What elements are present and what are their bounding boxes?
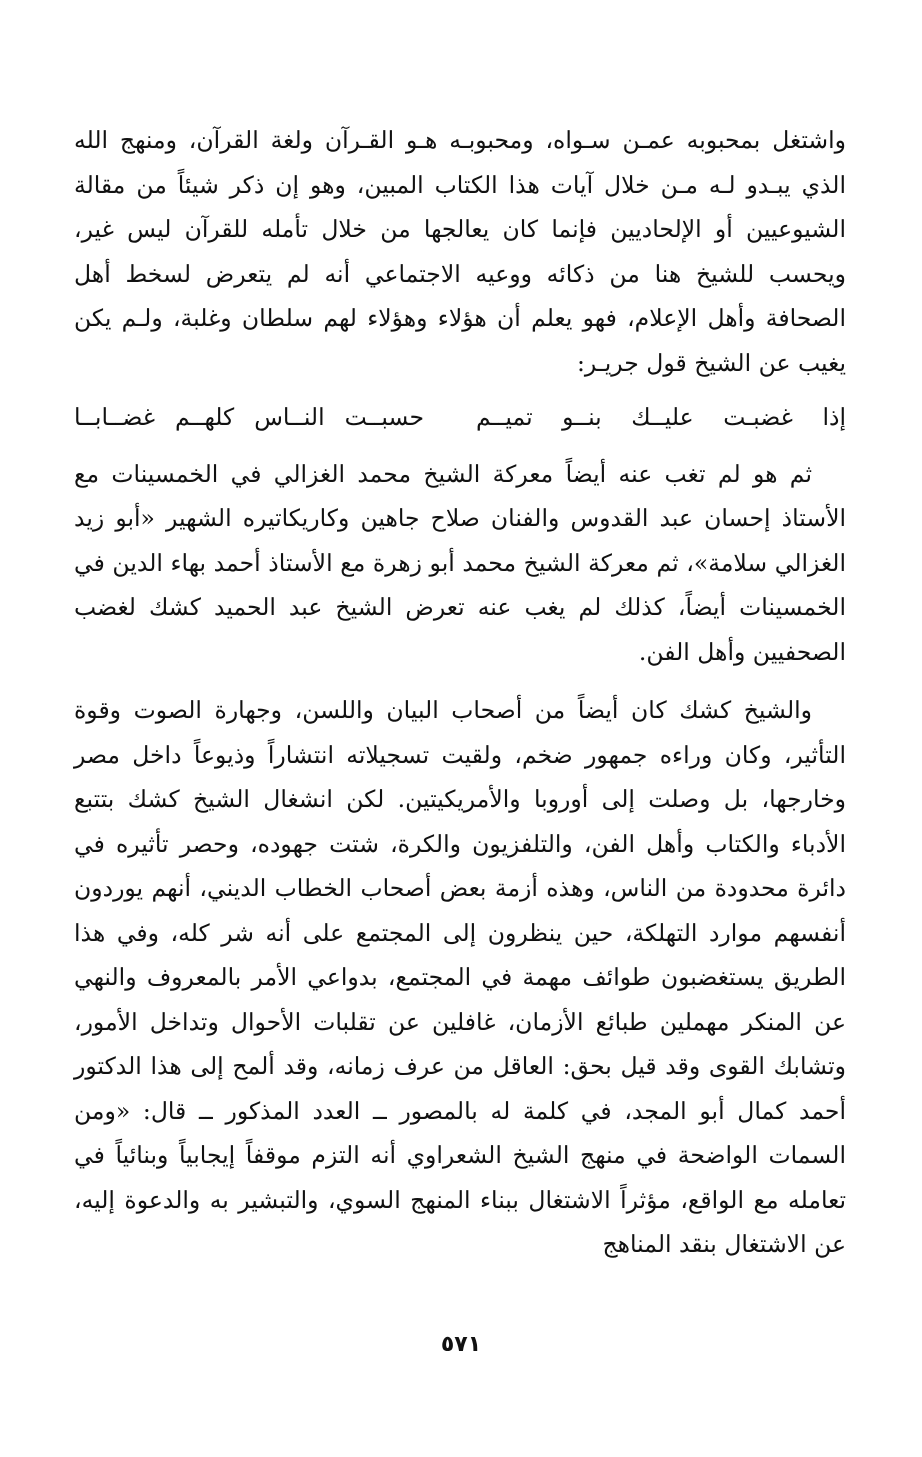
paragraph-1: واشتغل بمحبوبه عمـن سـواه، ومحبوبـه هـو القـرآن ولغة القرآن، ومنهج الله الذي يبـدو لـه مـن خلال آيات هذا الكتاب المبين، وهو إن ذكر شيئاً من مقالة الشيوعيين أو الإلحاديين فإنما كان يعالجها من خلال تأمله للقرآن ليس غير، ويحسب للشيخ هنا من ذكائه ووعيه الاجتماعي أنه لم يتعرض لسخط أهل الصحافة وأهل الإعلام، فهو يعلم أن هؤلاء وهؤلاء لهم سلطان وغلبة، ولـم يكن يغيب عن الشيخ قول جريـر: <box>74 126 846 377</box>
paragraph-spacer <box>74 674 846 688</box>
verse-second-half: حسبــت النــاس كلهــم غضــابــا <box>74 403 424 431</box>
paragraph-3: والشيخ كشك كان أيضاً من أصحاب البيان واللسن، وجهارة الصوت وقوة التأثير، وكان وراءه جمهور ضخم، ولقيت تسجيلاته انتشاراً وذيوعاً داخل مصر وخارجها، بل وصلت إلى أوروبا والأمريكيتين. لكن انشغال الشيخ كشك بتتبع الأدباء والكتاب وأهل الفن، والتلفزيون والكرة، شتت جهوده، وحصر تأثيره في دائرة محدودة من الناس، وهذه أزمة بعض أصحاب الخطاب الديني، أنهم يوردون أنفسهم موارد التهلكة، حين ينظرون إلى المجتمع على أنه شر كله، وفي هذا الطريق يستغضبون طوائف مهمة في المجتمع، بدواعي الأمر بالمعروف والنهي عن المنكر مهملين طبائع الأزمان، غافلين عن تقلبات الأحوال وتداخل الأمور، وتشابك القوى وقد قيل بحق: العاقل من عرف زمانه، وقد ألمح إلى هذا الدكتور أحمد كمال أبو المجد، في كلمة له بالمصور ــ العدد المذكور ــ قال: «ومن السمات الواضحة في منهج الشيخ الشعراوي أنه التزم موقفاً إيجابياً وبنائياً في تعامله مع الواقع، مؤثراً الاشتغال ببناء المنهج السوي، والتبشير به والدعوة إليه، عن الاشتغال بنقد المناهج <box>74 696 846 1258</box>
paragraph-2: ثم هو لم تغب عنه أيضاً معركة الشيخ محمد الغزالي في الخمسينات مع الأستاذ إحسان عبد القدوس والفنان صلاح جاهين وكاريكاتيره الشهير «أبو زيد الغزالي سلامة»، ثم معركة الشيخ محمد أبو زهرة مع الأستاذ أحمد بهاء الدين في الخمسينات أيضاً، كذلك لم يغب عنه تعرض الشيخ عبد الحميد كشك لغضب الصحفيين وأهل الفن. <box>74 459 846 666</box>
page-number: ٥٧١ <box>440 1332 482 1357</box>
page-body <box>74 118 846 1267</box>
verse-first-half: إذا غضبـت عليــك بنــو تميــم <box>476 403 846 431</box>
poem-verse <box>74 395 846 440</box>
